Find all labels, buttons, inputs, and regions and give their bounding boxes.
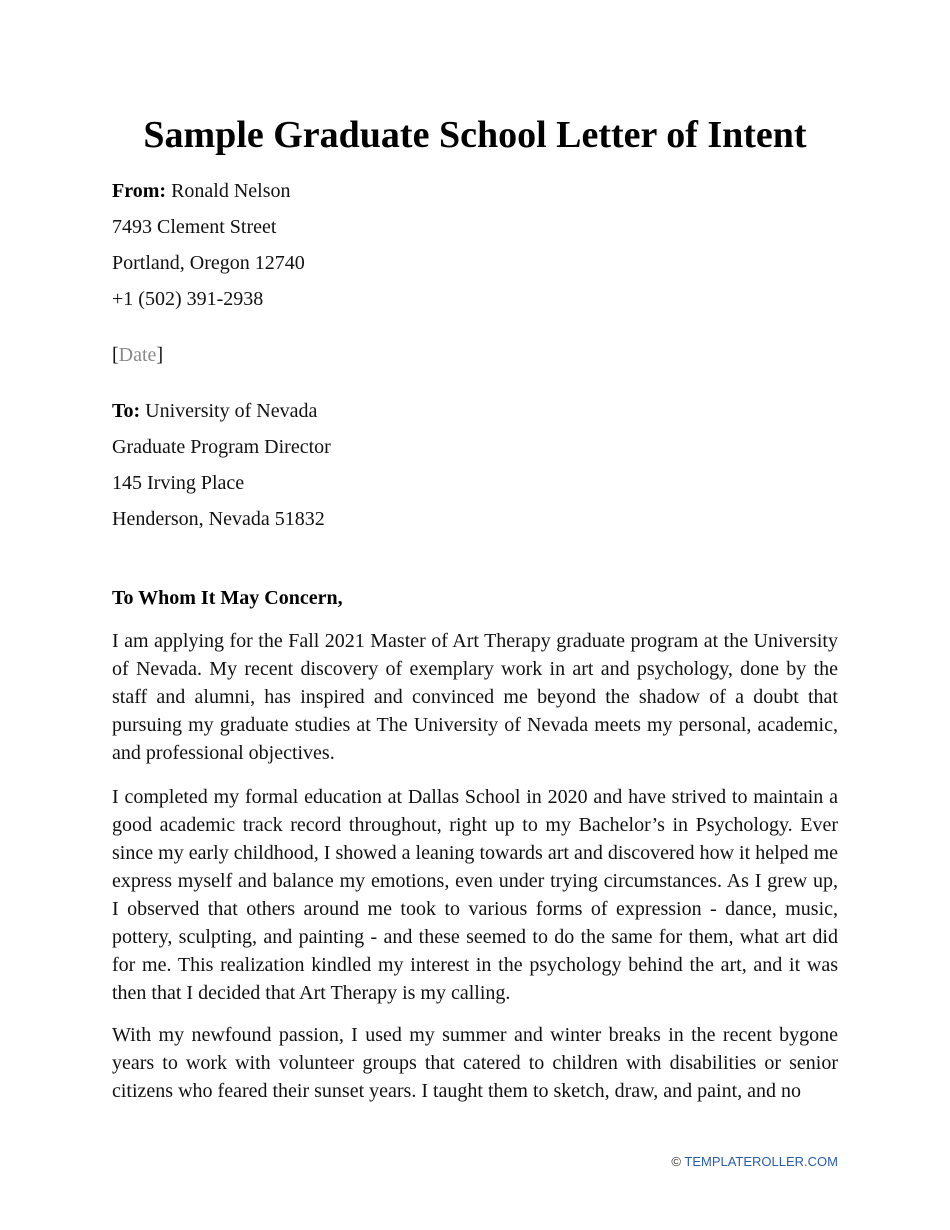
from-street: 7493 Clement Street [112,216,277,238]
from-label: From: [112,180,167,202]
body-paragraph-1: I am applying for the Fall 2021 Master of Art Therapy graduate program at the University of Nevada. My recent discovery of exemplary work in art and psychology, done by the staff and alumni, has inspired and convinced me beyond the shadow of a doubt that pursuing my graduate studies at The University of Nevada meets my personal, academic, and professional objectives. [112,630,838,764]
from-phone: +1 (502) 391-2938 [112,288,264,310]
from-name: Ronald Nelson [171,180,291,202]
to-label: To: [112,400,141,422]
page-title: Sample Graduate School Letter of Intent [143,114,807,156]
date-open-bracket: [ [112,344,119,366]
templateroller-link[interactable]: TEMPLATEROLLER.COM [684,1154,838,1169]
body-paragraph-2: I completed my formal education at Dallas School in 2020 and have strived to maintain a good academic track record throughout, right up to my Bachelor’s in Psychology. Ever since my early childhood, I showed a leaning towards art and discovered how it helped me express myself and balance my emotions, even under trying circumstances. As I grew up, I observed that others around me took to various forms of expression - dance, music, pottery, sculpting, and painting - and these seemed to do the same for them, what art did for me. This realization kindled my interest in the psychology behind the art, and it was then that I decided that Art Therapy is my calling. [112,786,838,1004]
to-title: Graduate Program Director [112,436,331,458]
to-street: 145 Irving Place [112,472,245,494]
date-close-bracket: ] [156,344,164,366]
salutation: To Whom It May Concern, [112,587,343,609]
to-name-line [112,397,317,425]
body-paragraph-3: With my newfound passion, I used my summer and winter breaks in the recent bygone years to work with volunteer groups that catered to children with disabilities or senior citizens who feared their sunset years. I taught them to sketch, draw, and paint, and no [112,1024,838,1102]
date-placeholder: Date [118,344,157,366]
to-name: University of Nevada [145,400,318,422]
from-city-line: Portland, Oregon 12740 [112,252,305,274]
copyright-symbol: © [671,1154,681,1169]
footer [671,1153,838,1171]
to-city-line: Henderson, Nevada 51832 [112,508,325,530]
from-name-line [112,177,291,205]
date-field [112,341,163,369]
